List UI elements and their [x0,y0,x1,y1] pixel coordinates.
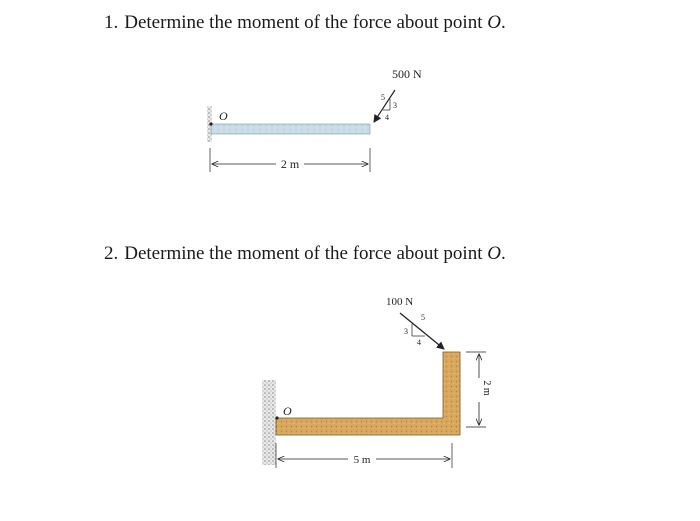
slope-rise-label: 3 [404,327,408,336]
point-o-label: O [219,109,228,123]
force-label: 500 N [392,67,422,81]
slope-hyp-label: 5 [381,93,385,102]
figure-1 [207,67,422,172]
slope-hyp-label: 5 [421,313,425,322]
point-o-label: O [283,404,292,418]
wall-support [262,380,276,465]
l-shaped-beam [276,352,460,435]
point-symbol: O [487,243,501,264]
figure-2 [262,296,492,468]
slope-run-label: 4 [385,113,389,122]
sentence-end: . [500,243,506,264]
dimension-label: 2 m [280,157,300,171]
slope-rise-label: 3 [393,101,397,110]
point-o-marker [275,416,278,419]
sentence-end: . [500,12,506,33]
horizontal-dimension-label: 5 m [353,454,371,466]
force-label: 100 N [386,296,414,308]
vertical-dimension-label: 2 m [481,380,492,396]
beam [211,124,370,134]
slope-run-label: 4 [417,338,421,347]
problem-number: 2. [104,243,119,264]
problem-prompt: Determine the moment of the force about point [124,12,483,33]
problem-prompt: Determine the moment of the force about point [124,243,483,264]
point-o-marker [209,122,212,125]
point-symbol: O [487,12,501,33]
problem-number: 1. [104,12,119,33]
